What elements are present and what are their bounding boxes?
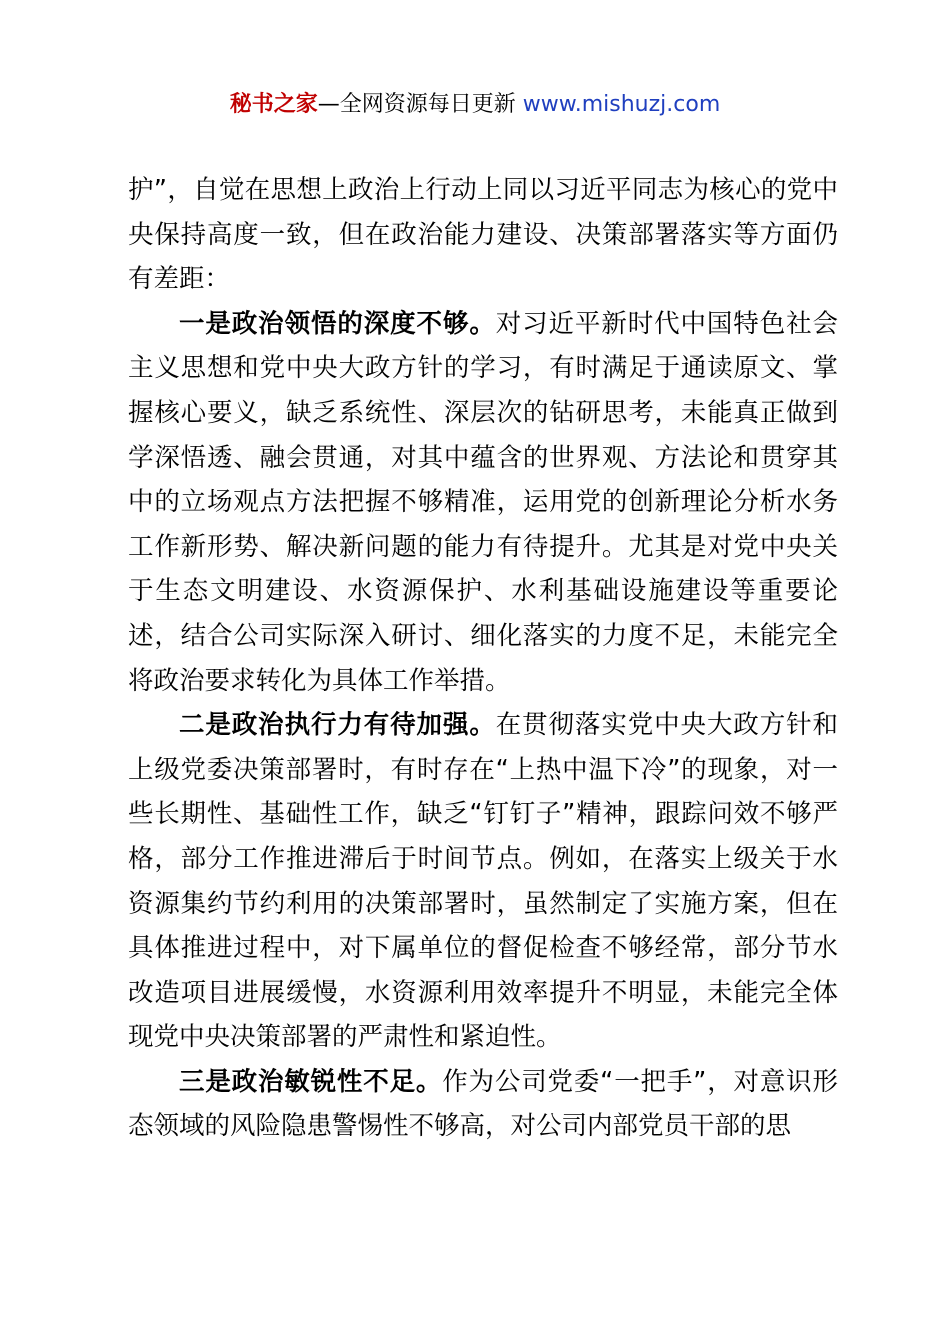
- paragraph-heading: 一是政治领悟的深度不够。: [179, 308, 496, 339]
- paragraph-point-two: [128, 703, 838, 1060]
- site-brand: 秘书之家: [229, 92, 318, 117]
- paragraph-text: 在贯彻落实党中央大政方针和上级党委决策部署时，有时存在“上热中温下冷”的现象，对一些长期性、基础性工作，缺乏“钉钉子”精神，跟踪问效不够严格，部分工作推进滞后于时间节点。例如，在落实上级关于水资源集约节约利用的决策部署时，虽然制定了实施方案，但在具体推进过程中，对下属单位的督促检查不够经常，部分节水改造项目进展缓慢，水资源利用效率提升不明显，未能完全体现党中央决策部署的严肃性和紧迫性。: [128, 710, 838, 1053]
- document-body: [128, 168, 838, 1149]
- paragraph-text: 作为公司党委“一把手”，对意识形态领域的风险隐患警惕性不够高，对公司内部党员干部的思: [128, 1066, 838, 1142]
- paragraph-text: 对习近平新时代中国特色社会主义思想和党中央大政方针的学习，有时满足于通读原文、掌握核心要义，缺乏系统性、深层次的钻研思考，未能真正做到学深悟透、融会贯通，对其中蕴含的世界观、方法论和贯穿其中的立场观点方法把握不够精准，运用党的创新理论分析水务工作新形势、解决新问题的能力有待提升。尤其是对党中央关于生态文明建设、水资源保护、水利基础设施建设等重要论述，结合公司实际深入研讨、细化落实的力度不足，未能完全将政治要求转化为具体工作举措。: [128, 308, 838, 696]
- paragraph-intro: [128, 168, 838, 302]
- paragraph-text: 护”，自觉在思想上政治上行动上同以习近平同志为核心的党中央保持高度一致，但在政治能力建设、决策部署落实等方面仍有差距：: [128, 175, 838, 295]
- paragraph-point-three: [128, 1060, 838, 1149]
- paragraph-heading: 二是政治执行力有待加强。: [179, 710, 496, 741]
- paragraph-heading: 三是政治敏锐性不足。: [179, 1066, 443, 1097]
- site-tagline: —全网资源每日更新: [317, 92, 523, 117]
- site-header: [0, 88, 950, 122]
- paragraph-point-one: [128, 302, 838, 703]
- site-url-link[interactable]: www.mishuzj.com: [522, 92, 721, 117]
